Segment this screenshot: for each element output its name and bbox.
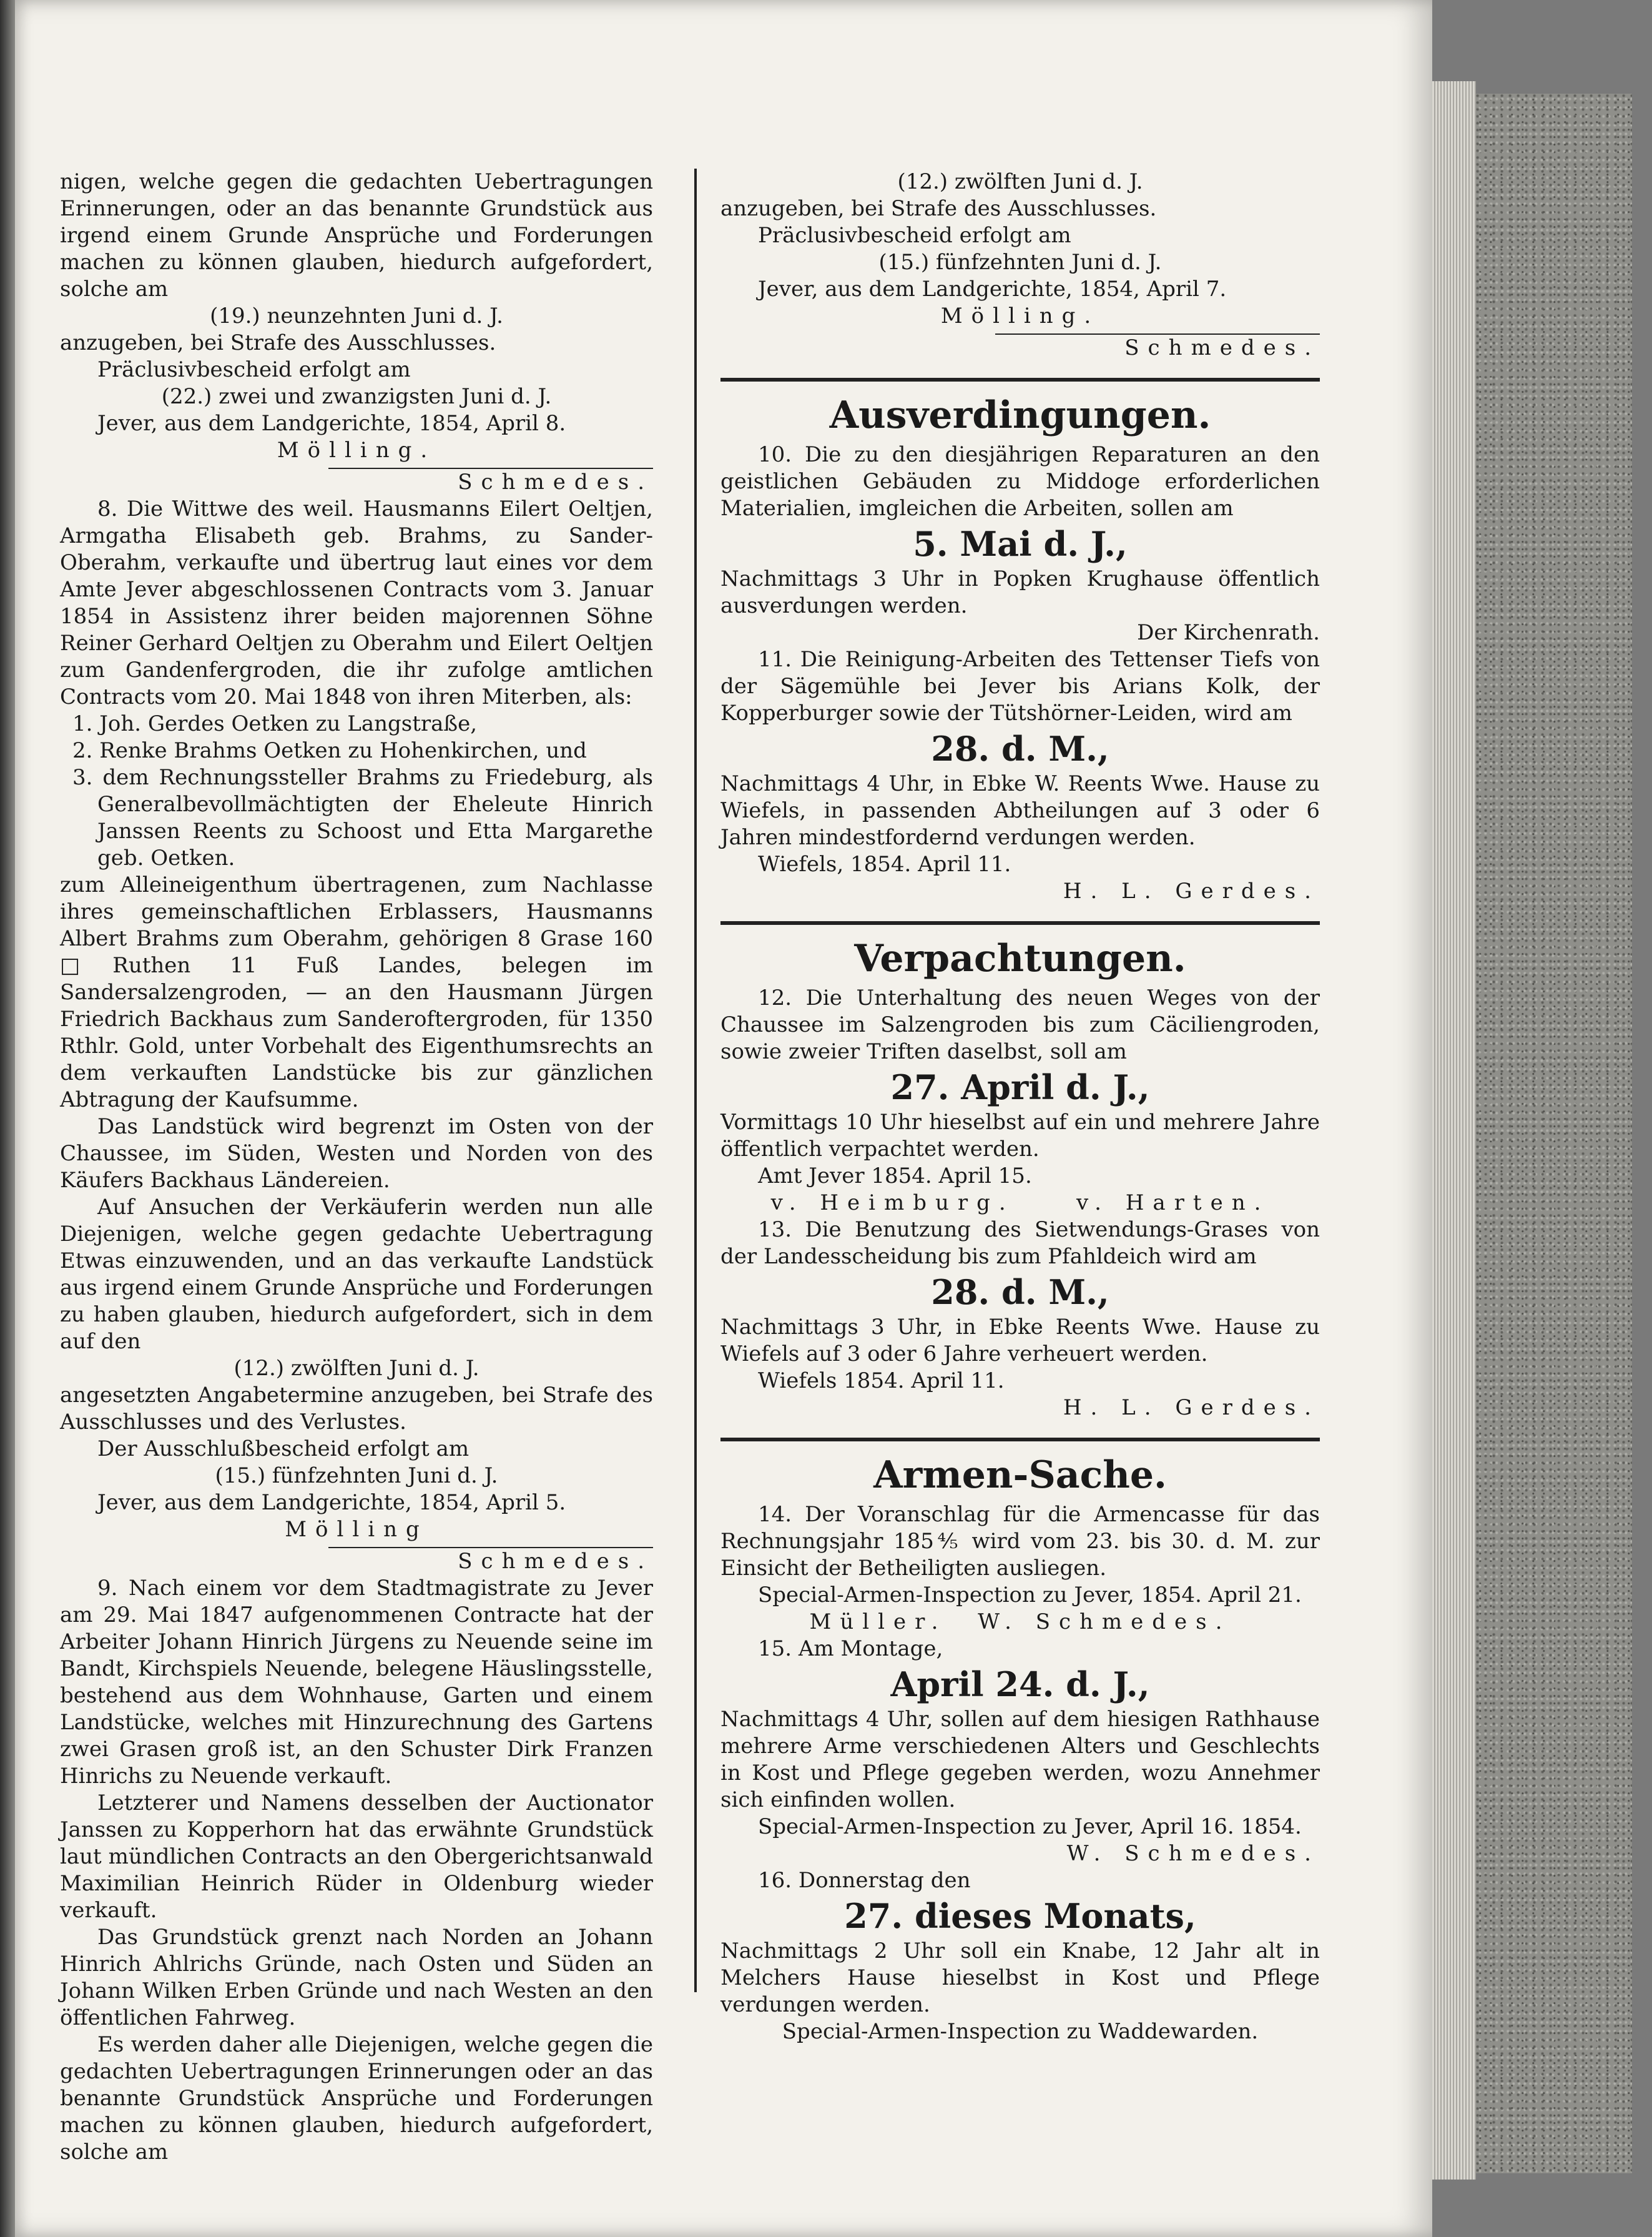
place-date-line: Jever, aus dem Landgerichte, 1854, April 7. (758, 277, 1227, 302)
signature: Mölling (285, 1517, 428, 1542)
signature: Der Kirchenrath. (1137, 620, 1320, 645)
notice-8: 8. Die Wittwe des weil. Hausmanns Eilert Oeltjen, Armgatha Elisabeth geb. Brahms, zu Sander-Oberahm, verkaufte und übertrug laut eines vor dem Amte Jever abgeschlossenen Contracts vom 3. Januar 1854 in Assistenz ihrer beiden majorennen Söhne Reiner Gerhard Oeltjen zu Oberahm und Eilert Oeltjen zum Gandenfergroden, die ihr zufolge amtlichen Contracts vom 20. Mai 1848 von ihren Miterben, als: (60, 496, 653, 709)
text-line: Präclusivbescheid erfolgt am (758, 223, 1071, 248)
intro-text: nigen, welche gegen die gedachten Uebertragungen Erinnerungen, oder an das benannte Grundstück aus irgend einem Grunde Ansprüche und Forderungen machen zu können glauben, hiedurch aufgefordert, solche am (60, 169, 653, 302)
page-stack-edge (1432, 81, 1476, 2180)
date-line: (15.) fünfzehnten Juni d. J. (878, 250, 1162, 275)
signature-name: Müller. (809, 1609, 947, 1634)
signature: H. L. Gerdes. (1063, 879, 1320, 904)
notice-15: 15. Am Montage, (758, 1636, 943, 1661)
date-line: (22.) zwei und zwanzigsten Juni d. J. (161, 384, 552, 409)
signature: Mölling. (277, 438, 436, 463)
date-line: (12.) zwölften Juni d. J. (897, 169, 1143, 194)
text-line: Präclusivbescheid erfolgt am (97, 357, 411, 382)
notice-9: 9. Nach einem vor dem Stadtmagistrate zu Jever am 29. Mai 1847 aufgenommenen Contracte hat der Arbeiter Johann Hinrich Jürgens zu Neuende seine im Bandt, Kirchspiels Neuende, belegene Häuslingsstelle, bestehend aus dem Wohnhause, Garten und einem Landstücke, welches mit Hinzurechnung des Gartens zwei Grasen groß ist, an den Schuster Dirk Franzen Hinrichs zu Neuende verkauft. (60, 1576, 653, 1789)
notice-13-text: Nachmittags 3 Uhr, in Ebke Reents Wwe. Hause zu Wiefels auf 3 oder 6 Jahre verheuert werden. (720, 1315, 1320, 1366)
place-date-line: Wiefels, 1854. April 11. (758, 852, 1011, 877)
signature (720, 1190, 1320, 1217)
section-heading: Verpachtungen. (854, 937, 1186, 980)
signature (720, 1609, 1320, 1636)
section-heading: Armen-Sache. (873, 1453, 1167, 1497)
notice-16-text: Nachmittags 2 Uhr soll ein Knabe, 12 Jahr alt in Melchers Hause hieselbst in Kost und Pflege verdungen werden. (720, 1938, 1320, 2017)
place-date-line: Wiefels 1854. April 11. (758, 1368, 1005, 1393)
notice-10: 10. Die zu den diesjährigen Reparaturen an den geistlichen Gebäuden zu Middoge erforderlichen Materialien, imgleichen die Arbeiten, sollen am (720, 442, 1320, 521)
section-rule (720, 378, 1320, 382)
notice-date: April 24. d. J., (890, 1664, 1150, 1704)
notice-11: 11. Die Reinigung-Arbeiten des Tettenser Tiefs von der Sägemühle bei Jever bis Arians Kolk, der Kopperburger sowie der Tütshörner-Leiden, wird am (720, 647, 1320, 726)
signature: Schmedes. (458, 470, 653, 495)
signature: Mölling. (940, 304, 1100, 328)
signature: Schmedes. (1124, 335, 1320, 360)
notice-12: 12. Die Unterhaltung des neuen Weges von der Chaussee im Salzengroden bis zum Cäciliengroden, sowie zweier Triften daselbst, soll am (720, 985, 1320, 1064)
notice-date: 27. April d. J., (890, 1067, 1150, 1107)
place-date-line: Amt Jever 1854. April 15. (758, 1163, 1032, 1188)
signature-name: v. Harten. (1076, 1190, 1270, 1215)
text-line: anzugeben, bei Strafe des Ausschlusses. (60, 330, 496, 355)
notice-12-text: Vormittags 10 Uhr hieselbst auf ein und mehrere Jahre öffentlich verpachtet werden. (720, 1110, 1320, 1162)
signature: Special-Armen-Inspection zu Waddewarden. (782, 2019, 1259, 2044)
list-item: 3. dem Rechnungssteller Brahms zu Friedeburg, als Generalbevollmächtigten der Eheleute Hinrich Janssen Reents zu Schoost und Etta Margarethe geb. Oetken. (72, 765, 653, 871)
place-date-line: Special-Armen-Inspection zu Jever, 1854. April 21. (758, 1583, 1302, 1607)
notice-date: 28. d. M., (931, 1272, 1109, 1312)
signature: H. L. Gerdes. (1063, 1395, 1320, 1420)
notice-9-text: Es werden daher alle Diejenigen, welche gegen die gedachten Uebertragungen Erinnerungen oder an das benannte Grundstück Ansprüche und Forderungen machen zu können glauben, hiedurch aufgefordert, solche am (60, 2032, 653, 2165)
notice-8-text: Das Landstück wird begrenzt im Osten von der Chaussee, im Süden, Westen und Norden von des Käufers Backhaus Ländereien. (60, 1114, 653, 1193)
notice-date: 27. dieses Monats, (844, 1896, 1196, 1936)
signature-name: W. Schmedes. (978, 1609, 1231, 1634)
notice-13: 13. Die Benutzung des Sietwendungs-Grases von der Landesscheidung bis zum Pfahldeich wird am (720, 1217, 1320, 1269)
section-rule (720, 921, 1320, 925)
notice-15-text: Nachmittags 4 Uhr, sollen auf dem hiesigen Rathhause mehrere Arme verschiedenen Alters und Geschlechts in Kost und Pflege gegeben werden, wozu Annehmer sich einfinden wollen. (720, 1707, 1320, 1812)
notice-date: 28. d. M., (931, 729, 1109, 769)
date-line: (15.) fünfzehnten Juni d. J. (215, 1463, 498, 1488)
notice-11-text: Nachmittags 4 Uhr, in Ebke W. Reents Wwe. Hause zu Wiefels, in passenden Abtheilungen auf 3 oder 6 Jahren mindestfordernd verdungen werden. (720, 771, 1320, 850)
place-date-line: Jever, aus dem Landgerichte, 1854, April 5. (97, 1490, 566, 1515)
section-heading: Ausverdingungen. (829, 393, 1211, 437)
notice-9-text: Das Grundstück grenzt nach Norden an Johann Hinrich Ahlrichs Gründe, nach Osten und Süden an Johann Wilken Erben Gründe und nach Westen an den öffentlichen Fahrweg. (60, 1925, 653, 2030)
place-date-line: Special-Armen-Inspection zu Jever, April 16. 1854. (758, 1814, 1302, 1839)
signature-name: v. Heimburg. (770, 1190, 1015, 1215)
section-rule (720, 1438, 1320, 1441)
list-item: 1. Joh. Gerdes Oetken zu Langstraße, (72, 711, 478, 736)
heirs-list (60, 711, 653, 872)
notice-10-text: Nachmittags 3 Uhr in Popken Krughause öffentlich ausverdungen werden. (720, 566, 1320, 618)
notice-9-text: Letzterer und Namens desselben der Auctionator Janssen zu Kopperhorn hat das erwähnte Grundstück laut mündlichen Contracts an den Obergerichtsanwald Maximilian Heinrich Rüder in Oldenburg wieder verkauft. (60, 1790, 653, 1923)
signature: W. Schmedes. (1066, 1841, 1320, 1866)
notice-14: 14. Der Voranschlag für die Armencasse für das Rechnungsjahr 185⅘ wird vom 23. bis 30. d. M. zur Einsicht der Betheiligten ausliegen. (720, 1502, 1320, 1581)
signature: Schmedes. (458, 1549, 653, 1574)
place-date-line: Jever, aus dem Landgerichte, 1854, April 8. (97, 411, 566, 436)
text-line: angesetzten Angabetermine anzugeben, bei Strafe des Ausschlusses und des Verlustes. (60, 1383, 653, 1435)
notice-8-text: Auf Ansuchen der Verkäuferin werden nun alle Diejenigen, welche gegen gedachte Uebertragung Etwas einzuwenden, und an das verkaufte Landstück aus irgend einem Grunde Ansprüche und Forderungen zu haben glauben, hiedurch aufgefordert, sich in dem auf den (60, 1195, 653, 1354)
book-cover (1476, 94, 1632, 2173)
notice-16: 16. Donnerstag den (758, 1868, 971, 1893)
column-divider (694, 169, 697, 1992)
list-item: 2. Renke Brahms Oetken zu Hohenkirchen, und (72, 738, 587, 763)
left-column (60, 169, 653, 2166)
notice-date: 5. Mai d. J., (913, 524, 1128, 564)
date-line: (12.) zwölften Juni d. J. (234, 1356, 479, 1381)
text-line: Der Ausschlußbescheid erfolgt am (97, 1436, 470, 1461)
right-column (720, 169, 1320, 2045)
text-line: anzugeben, bei Strafe des Ausschlusses. (720, 196, 1157, 221)
notice-8-text: zum Alleineigenthum übertragenen, zum Nachlasse ihres gemeinschaftlichen Erblassers, Hausmanns Albert Brahms zum Oberahm, gehörigen 8 Grase 160 □Ruthen 11 Fuß Landes, belegen im Sandersalzengroden, — an den Hausmann Jürgen Friedrich Backhaus zum Sanderoftergroden, für 1350 Rthlr. Gold, unter Vorbehalt des Eigenthumsrechts an dem verkauften Landstücke bis zur gänzlichen Abtragung der Kaufsumme. (60, 872, 653, 1112)
scan-background-left (0, 0, 15, 2237)
date-line: (19.) neunzehnten Juni d. J. (210, 304, 503, 328)
